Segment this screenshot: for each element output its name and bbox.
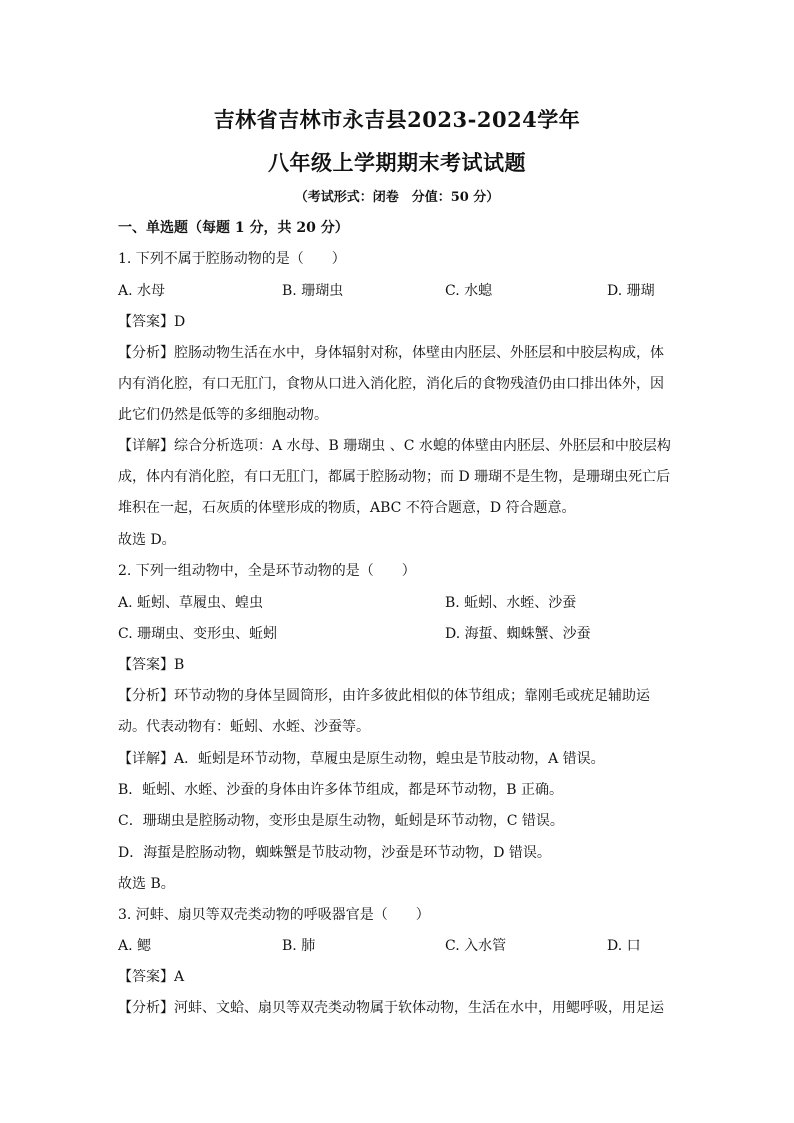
q3-analysis-line: 【分析】河蚌、文蛤、扇贝等双壳类动物属于软体动物，生活在水中，用鳃呼吸，用足运 — [118, 1000, 664, 1016]
q1-detail-line: 堆积在一起，石灰质的体壁形成的物质，ABC 不符合题意，D 符合题意。 — [118, 500, 576, 516]
q1-option-a: A. 水母 — [118, 283, 166, 299]
q1-option-b: B. 珊瑚虫 — [282, 283, 344, 299]
q2-option-a: A. 蚯蚓、草履虫、蝗虫 — [118, 595, 264, 611]
q3-answer: 【答案】A — [118, 969, 185, 985]
q3-option-c: C. 入水管 — [445, 938, 507, 954]
q1-option-d: D. 珊瑚 — [607, 283, 655, 299]
q2-analysis-line: 【分析】环节动物的身体呈圆筒形，由许多彼此相似的体节组成；靠刚毛或疣足辅助运 — [118, 688, 650, 704]
q2-analysis-line: 动。代表动物有：蚯蚓、水蛭、沙蚕等。 — [118, 719, 370, 735]
q2-answer: 【答案】B — [118, 657, 185, 673]
q1-analysis-line: 此它们仍然是低等的多细胞动物。 — [118, 407, 328, 423]
doc-subtitle: （考试形式：闭卷 分值：50 分） — [294, 190, 500, 205]
q2-stem: 2. 下列一组动物中，全是环节动物的是（ ） — [118, 563, 416, 579]
section-heading: 一、单选题（每题 1 分，共 20 分） — [118, 220, 349, 236]
doc-title-line1: 吉林省吉林市永吉县2023-2024学年 — [213, 107, 581, 132]
q1-answer: 【答案】D — [118, 314, 186, 330]
q2-detail-line: 【详解】A．蚯蚓是环节动物，草履虫是原生动物，蝗虫是节肢动物，A 错误。 — [118, 751, 605, 767]
q2-conclusion: 故选 B。 — [118, 876, 175, 892]
q1-conclusion: 故选 D。 — [118, 532, 176, 548]
q1-analysis-line: 【分析】腔肠动物生活在水中，身体辐射对称，体壁由内胚层、外胚层和中胶层构成，体 — [118, 345, 664, 361]
q1-analysis-line: 内有消化腔，有口无肛门，食物从口进入消化腔，消化后的食物残渣仍由口排出体外，因 — [118, 376, 664, 392]
q1-option-c: C. 水螅 — [445, 283, 493, 299]
q2-detail-line: C．珊瑚虫是腔肠动物，变形虫是原生动物，蚯蚓是环节动物，C 错误。 — [118, 813, 564, 829]
q2-option-c: C. 珊瑚虫、变形虫、蚯蚓 — [118, 626, 278, 642]
q3-option-a: A. 鳃 — [118, 938, 152, 954]
doc-title-line2: 八年级上学期期末考试试题 — [268, 150, 526, 175]
q3-option-b: B. 肺 — [282, 938, 316, 954]
q2-option-d: D. 海蜇、蜘蛛蟹、沙蚕 — [445, 626, 591, 642]
q2-option-b: B. 蚯蚓、水蛭、沙蚕 — [445, 595, 577, 611]
q1-detail-line: 【详解】综合分析选项：A 水母、B 珊瑚虫 、C 水螅的体壁由内胚层、外胚层和中胶层构 — [118, 438, 671, 454]
q3-option-d: D. 口 — [607, 938, 641, 954]
q2-detail-line: D．海蜇是腔肠动物，蜘蛛蟹是节肢动物，沙蚕是环节动物，D 错误。 — [118, 845, 551, 861]
q1-stem: 1. 下列不属于腔肠动物的是（ ） — [118, 251, 346, 267]
q1-detail-line: 成，体内有消化腔，有口无肛门，都属于腔肠动物；而 D 珊瑚不是生物，是珊瑚虫死亡后 — [118, 469, 671, 485]
q3-stem: 3. 河蚌、扇贝等双壳类动物的呼吸器官是（ ） — [118, 907, 430, 923]
q2-detail-line: B．蚯蚓、水蛭、沙蚕的身体由许多体节组成，都是环节动物，B 正确。 — [118, 782, 564, 798]
